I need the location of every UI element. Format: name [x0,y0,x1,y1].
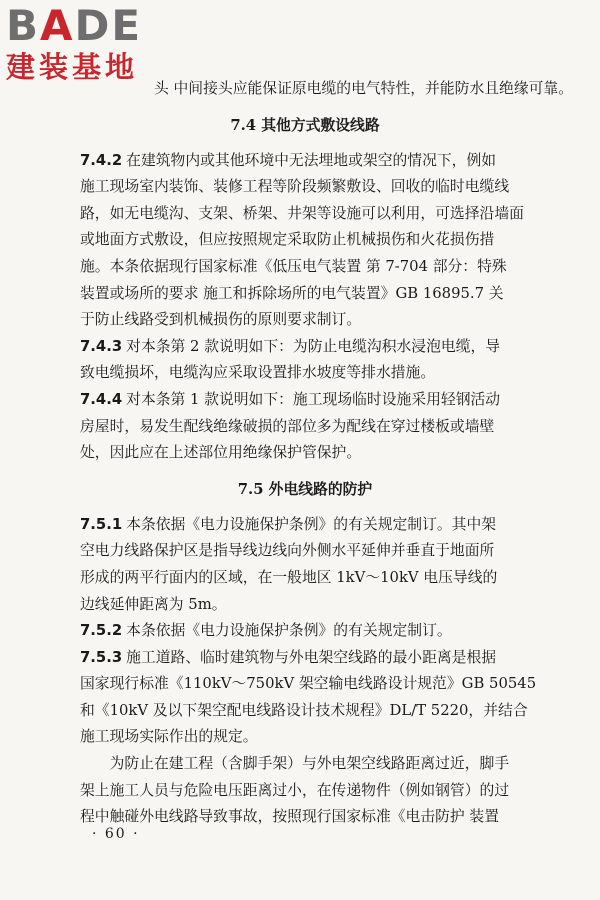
clause-7-4-4: 7.4.4 对本条第 1 款说明如下：施工现场临时设施采用轻钢活动 房屋时，易发生配线绝缘破损的部位多为配线在穿过楼板或墙壁 处，因此应在上述部位用绝缘保护管保护。 [80,390,501,462]
clause-number: 7.5.1 [80,515,123,533]
clause-number: 7.4.3 [80,337,123,355]
clause-7-5-3: 7.5.3 施工道路、临时建筑物与外电架空线路的最小距离是根据 国家现行标准《110kV～750kV 架空输电线路设计规范》GB 50545 和《10kV 及以下架空配电线路设计技术规程》DL/T 5220，并结合 施工现场实际作出的规定。 [80,648,537,746]
page-body [80,76,574,831]
clause-7-4-2: 7.4.2 在建筑物内或其他环境中无法埋地或架空的情况下，例如 施工现场室内装饰、装修工程等阶段频繁敷设、回收的临时电缆线 路，如无电缆沟、支架、桥架、井架等设施可以利用，可选择沿墙面 或地面方式敷设，但应按照规定采取防止机械损伤和火花损伤措 施。本条依据现行国家标准《低压电气装置 第 7-704 部分：特殊 装置或场所的要求 施工和拆除场所的电气装置》GB 16895.7 关 于防止线路受到机械损伤的原则要求制订。 [80,151,524,329]
logo-wordmark: BADE [6,1,143,50]
section-heading-7-5: 7.5 外电线路的防护 [237,480,373,498]
paragraph: 为防止在建工程（含脚手架）与外电架空线路距离过近，脚手 架上施工人员与危险电压距离过小，在传递物件（例如钢管）的过 程中触碰外电线路导致事故，按照现行国家标准《电击防护 装置 [80,755,510,826]
page-number: · 60 · [92,826,140,842]
clause-7-4-3: 7.4.3 对本条第 2 款说明如下：为防止电缆沟积水浸泡电缆，导 致电缆损坏，电缆沟应采取设置排水坡度等排水措施。 [80,337,501,382]
clause-number: 7.5.3 [80,648,123,666]
clause-7-5-2: 7.5.2 本条依据《电力设施保护条例》的有关规定制订。 [80,622,452,640]
clause-number: 7.4.2 [80,151,123,169]
clause-number: 7.5.2 [80,622,123,640]
clause-number: 7.4.4 [80,390,123,408]
logo-tagline: 建装基地 [6,50,139,84]
continued-text: 头 中间接头应能保证原电缆的电气特性，并能防水且绝缘可靠。 [154,80,574,97]
clause-7-5-1: 7.5.1 本条依据《电力设施保护条例》的有关规定制订。其中架 空电力线路保护区是指导线边线向外侧水平延伸并垂直于地面所 形成的两平行面内的区域，在一般地区 1kV～10kV 电压导线的 边线延伸距离为 5m。 [80,515,498,613]
section-heading-7-4: 7.4 其他方式敷设线路 [230,116,380,134]
